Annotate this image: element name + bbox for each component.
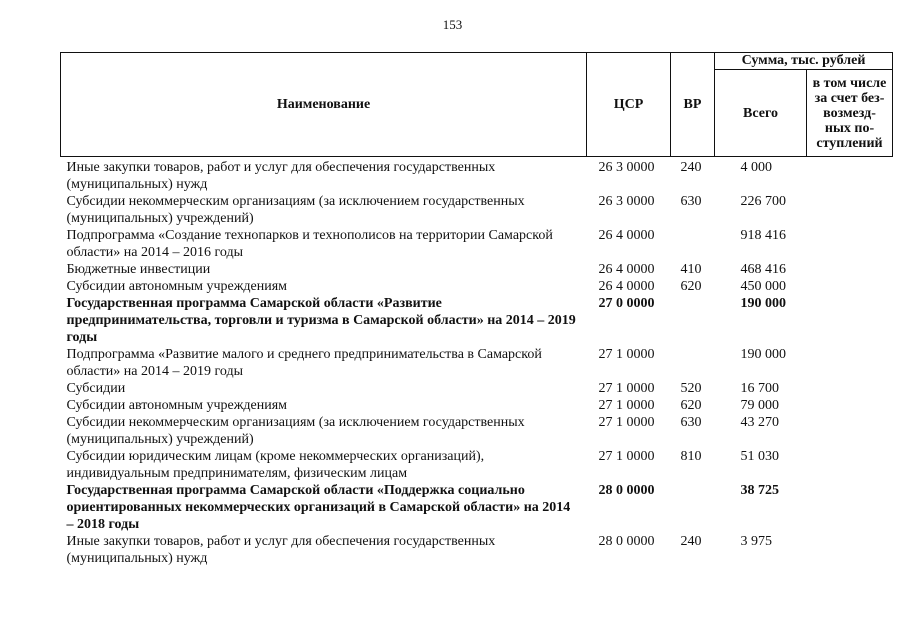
cell-vr: 240: [680, 534, 702, 549]
table-header: [61, 53, 893, 157]
cell-total: 468 416: [740, 262, 786, 277]
header-name: Наименование: [61, 53, 587, 157]
table-row: [61, 448, 893, 482]
table-row: [61, 346, 893, 380]
cell-gratuitous: [807, 346, 893, 380]
cell-total: 38 725: [740, 483, 779, 498]
cell-total: 3 975: [740, 534, 772, 549]
cell-vr: 410: [680, 262, 702, 277]
table-body: [61, 157, 893, 568]
cell-name: Иные закупки товаров, работ и услуг для обеспечения государственных (муниципальных) нужд: [66, 160, 496, 192]
cell-name: Субсидии некоммерческим организациям (за исключением государственных (муниципальных) учреждений): [66, 415, 525, 447]
cell-name: Подпрограмма «Развитие малого и среднего предпринимательства в Самарской области» на 2014 – 2019 годы: [66, 347, 542, 379]
cell-name: Государственная программа Самарской области «Поддержка социально ориентированных некоммерческих организаций в Самарской области» на 2014 – 2018 годы: [66, 483, 571, 532]
table-row: [61, 227, 893, 261]
header-vr: ВР: [671, 53, 715, 157]
cell-csr: 28 0 0000: [598, 534, 655, 549]
cell-csr: 26 4 0000: [598, 228, 655, 243]
cell-gratuitous: [807, 227, 893, 261]
cell-csr: 28 0 0000: [598, 483, 655, 498]
table-row: [61, 482, 893, 533]
table-row: [61, 397, 893, 414]
header-sum: Сумма, тыс. рублей: [715, 53, 893, 70]
cell-vr: 630: [680, 415, 702, 430]
cell-csr: 26 3 0000: [598, 160, 655, 175]
header-csr: ЦСР: [587, 53, 671, 157]
cell-name: Иные закупки товаров, работ и услуг для обеспечения государственных (муниципальных) нужд: [66, 534, 496, 566]
cell-gratuitous: [807, 295, 893, 346]
cell-gratuitous: [807, 278, 893, 295]
cell-name: Субсидии некоммерческим организациям (за исключением государственных (муниципальных) учреждений): [66, 194, 525, 226]
cell-vr: [671, 295, 715, 346]
cell-csr: 27 1 0000: [598, 347, 655, 362]
cell-csr: 27 1 0000: [598, 415, 655, 430]
cell-total: 190 000: [740, 347, 786, 362]
cell-gratuitous: [807, 533, 893, 567]
cell-total: 4 000: [740, 160, 772, 175]
cell-total: 226 700: [740, 194, 786, 209]
cell-name: Субсидии: [66, 381, 126, 396]
cell-gratuitous: [807, 157, 893, 194]
page-number: 153: [442, 17, 463, 32]
cell-total: 43 270: [740, 415, 779, 430]
cell-gratuitous: [807, 397, 893, 414]
header-total: Всего: [715, 70, 807, 157]
cell-vr: 620: [680, 279, 702, 294]
cell-vr: 810: [680, 449, 702, 464]
cell-total: 190 000: [740, 296, 786, 311]
cell-gratuitous: [807, 261, 893, 278]
cell-total: 79 000: [740, 398, 779, 413]
budget-table: [60, 52, 893, 567]
table-row: [61, 193, 893, 227]
cell-gratuitous: [807, 193, 893, 227]
cell-csr: 27 1 0000: [598, 449, 655, 464]
cell-vr: [671, 227, 715, 261]
header-gratuitous-text: в том числе за счет без- возмезд- ных по- ступлений: [812, 75, 887, 151]
cell-vr: 620: [680, 398, 702, 413]
cell-name: Субсидии юридическим лицам (кроме некоммерческих организаций), индивидуальным предпринимателям, физическим лицам: [66, 449, 485, 481]
table-row: [61, 295, 893, 346]
cell-total: 16 700: [740, 381, 779, 396]
cell-csr: 26 4 0000: [598, 262, 655, 277]
cell-csr: 27 1 0000: [598, 398, 655, 413]
cell-vr: [671, 482, 715, 533]
cell-total: 450 000: [740, 279, 786, 294]
table-row: [61, 533, 893, 567]
table-row: [61, 414, 893, 448]
cell-csr: 27 0 0000: [598, 296, 655, 311]
cell-name: Подпрограмма «Создание технопарков и технополисов на территории Самарской области» на 2014 – 2016 годы: [66, 228, 553, 260]
header-gratuitous: [807, 70, 893, 157]
cell-name: Субсидии автономным учреждениям: [66, 398, 288, 413]
cell-csr: 26 3 0000: [598, 194, 655, 209]
cell-vr: 240: [680, 160, 702, 175]
cell-vr: [671, 346, 715, 380]
table-row: [61, 157, 893, 194]
cell-name: Бюджетные инвестиции: [66, 262, 211, 277]
cell-vr: 520: [680, 381, 702, 396]
cell-gratuitous: [807, 414, 893, 448]
cell-csr: 27 1 0000: [598, 381, 655, 396]
cell-total: 51 030: [740, 449, 779, 464]
cell-vr: 630: [680, 194, 702, 209]
table-row: [61, 278, 893, 295]
cell-total: 918 416: [740, 228, 786, 243]
cell-name: Государственная программа Самарской области «Развитие предпринимательства, торговли и туризма в Самарской области» на 2014 – 2019 годы: [66, 296, 576, 345]
cell-gratuitous: [807, 380, 893, 397]
table-row: [61, 380, 893, 397]
cell-gratuitous: [807, 448, 893, 482]
table-row: [61, 261, 893, 278]
cell-name: Субсидии автономным учреждениям: [66, 279, 288, 294]
cell-csr: 26 4 0000: [598, 279, 655, 294]
cell-gratuitous: [807, 482, 893, 533]
